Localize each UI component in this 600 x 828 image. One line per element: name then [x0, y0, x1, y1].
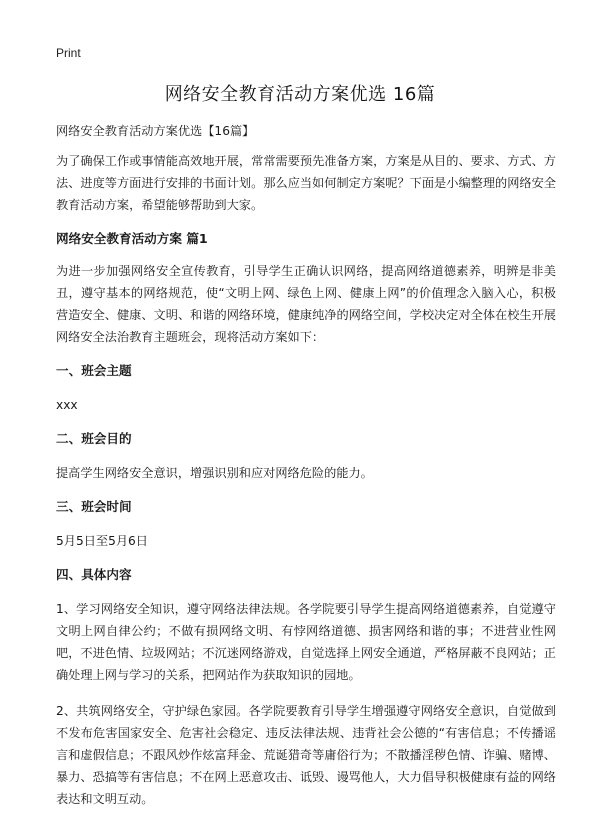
- document-subtitle: 网络安全教育活动方案优选【16篇】: [56, 124, 255, 138]
- heading-purpose: 二、班会目的: [56, 431, 132, 446]
- intro-paragraph: 为了确保工作或事情能高效地开展，常常需要预先准备方案，方案是从目的、要求、方式、方法、进度等方面进行安排的书面计划。那么应当如何制定方案呢？下面是小编整理的网络安全教育活动方案，希望能够帮助到大家。: [56, 154, 556, 212]
- time-text: 5月5日至5月6日: [56, 534, 148, 548]
- theme-text: xxx: [56, 398, 78, 412]
- section-intro-paragraph: 为进一步加强网络安全宣传教育，引导学生正确认识网络，提高网络道德素养，明辨是非美丑，遵守基本的网络规范，使“文明上网、绿色上网、健康上网”的价值理念入脑入心，积极营造安全、健康、文明、和谐的网络环境，健康纯净的网络空间，学校决定对全体在校生开展网络安全法治教育主题班会，现将活动方案如下：: [56, 264, 556, 344]
- section-heading: 网络安全教育活动方案 篇1: [56, 231, 208, 246]
- document-body: [56, 120, 556, 810]
- purpose-text: 提高学生网络安全意识，增强识别和应对网络危险的能力。: [56, 466, 373, 480]
- page-title: 网络安全教育活动方案优选 16篇: [164, 84, 436, 105]
- print-link[interactable]: Print: [56, 46, 81, 60]
- heading-time: 三、班会时间: [56, 499, 132, 514]
- content-item-2: 2、共筑网络安全，守护绿色家园。各学院要教育引导学生增强遵守网络安全意识，自觉做到不发布危害国家安全、危害社会稳定、违反法律法规、违背社会公德的“有害信息；不传播谣言和虚假信息；不跟风炒作炫富拜金、荒诞猎奇等庸俗行为；不散播淫秽色情、诈骗、赌博、暴力、恐搞等有害信息；不在网上恶意攻击、诋毁、谩骂他人，大力倡导积极健康有益的网络表达和文明互动。: [56, 704, 556, 806]
- heading-content: 四、具体内容: [56, 567, 132, 582]
- content-item-1: 1、学习网络安全知识，遵守网络法律法规。各学院要引导学生提高网络道德素养，自觉遵守文明上网自律公约；不做有损网络文明、有悖网络道德、损害网络和谐的事；不进营业性网吧，不进色情、垃圾网站；不沉迷网络游戏，自觉选择上网安全通道，严格屏蔽不良网站；正确处理上网与学习的关系，把网站作为获取知识的园地。: [56, 602, 556, 682]
- heading-theme: 一、班会主题: [56, 363, 132, 378]
